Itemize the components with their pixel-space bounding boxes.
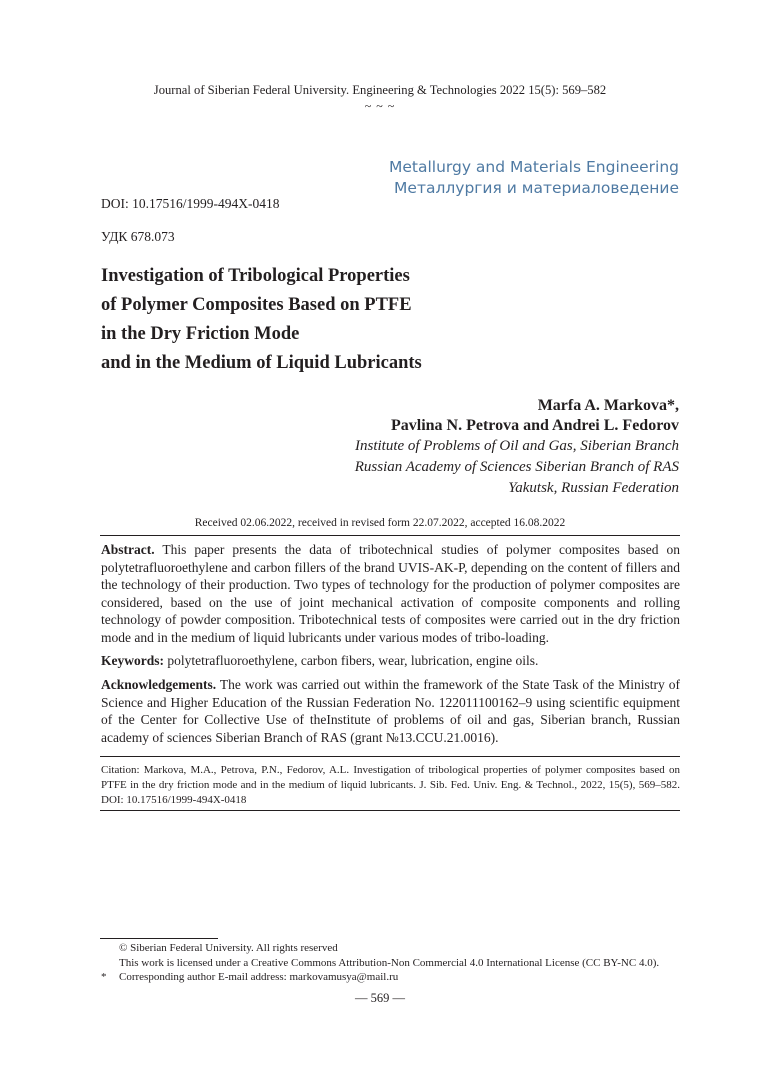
affiliation-line: Russian Academy of Sciences Siberian Branch of RAS — [354, 459, 679, 475]
author-line: Marfa A. Markova*, — [537, 397, 679, 414]
abstract-label: Abstract. — [101, 542, 155, 557]
acknowledgements-text: The work was carried out within the framework of the State Task of the Ministry of Science and Higher Education of the Russian Federation No. 122011100162–9 using scientific equipment of the Center for Collective Use of theInstitute of problems of oil and gas, Siberian branch, Russian academy of sciences Siberian Branch of RAS (grant №13.CCU.21.0016). — [101, 677, 681, 745]
affiliation — [355, 436, 679, 499]
divider — [100, 756, 680, 757]
footnotes — [101, 941, 691, 985]
citation: Citation: Markova, M.A., Petrova, P.N., Fedorov, A.L. Investigation of tribological properties of polymer composites based on PTFE in the dry friction mode and in the medium of liquid lubricants. J. Sib. Fed. Univ. Eng. & Technol., 2022, 15(5), 569–582. DOI: 10.17516/1999-494X-0418 — [101, 764, 680, 806]
received-dates: Received 02.06.2022, received in revised form 22.07.2022, accepted 16.08.2022 — [194, 517, 566, 529]
title-line: Investigation of Tribological Properties — [101, 266, 410, 286]
acknowledgements-label: Acknowledgements. — [101, 677, 217, 692]
copyright-note: © Siberian Federal University. All rights reserved — [119, 942, 338, 954]
abstract — [101, 541, 680, 646]
corresponding-note — [101, 970, 691, 985]
affiliation-line: Institute of Problems of Oil and Gas, Siberian Branch — [354, 438, 679, 454]
page-number: — 569 — — [355, 991, 405, 1005]
divider — [100, 810, 680, 811]
footnote-mark: * — [101, 971, 107, 983]
author-line: Pavlina N. Petrova and Andrei L. Fedorov — [390, 417, 679, 434]
udk: УДК 678.073 — [101, 229, 175, 244]
keywords — [101, 652, 680, 670]
affiliation-line: Yakutsk, Russian Federation — [508, 480, 679, 496]
acknowledgements — [101, 676, 680, 746]
title-line: in the Dry Friction Mode — [101, 324, 300, 344]
abstract-text: This paper presents the data of tribotechnical studies of polymer composites based on polytetrafluoroethylene and carbon fillers of the brand UVIS-AK-P, depending on the content of fillers and the technology of their production. Two types of technology for the production of polymer composites are considered, based on the use of joint mechanical activation of composite components and rolling technology of powder composition. Tribotechnical tests of composites were carried out in the dry friction mode and in the medium of liquid lubricants under various modes of tribo-loading. — [101, 542, 680, 645]
authors — [391, 396, 679, 436]
footnote-divider — [100, 938, 218, 939]
section-title-en: Metallurgy and Materials Engineering — [388, 158, 679, 176]
license-note: This work is licensed under a Creative Commons Attribution-Non Commercial 4.0 International License (CC BY-NC 4.0). — [119, 956, 660, 969]
keywords-label: Keywords: — [101, 653, 164, 668]
title-line: and in the Medium of Liquid Lubricants — [101, 353, 422, 373]
corresponding-text: Corresponding author E-mail address: markovamusya@mail.ru — [119, 971, 399, 983]
journal-header: Journal of Siberian Federal University. Engineering & Technologies 2022 15(5): 569–582 — [153, 83, 607, 97]
doi: DOI: 10.17516/1999-494X-0418 — [101, 196, 280, 211]
keywords-text: polytetrafluoroethylene, carbon fibers, wear, lubrication, engine oils. — [167, 653, 539, 668]
title-line: of Polymer Composites Based on PTFE — [101, 295, 412, 315]
divider — [100, 535, 680, 536]
section-title-ru: Металлургия и материаловедение — [394, 179, 679, 197]
article-title — [101, 262, 422, 378]
header-ornament: ~ ~ ~ — [364, 99, 396, 113]
